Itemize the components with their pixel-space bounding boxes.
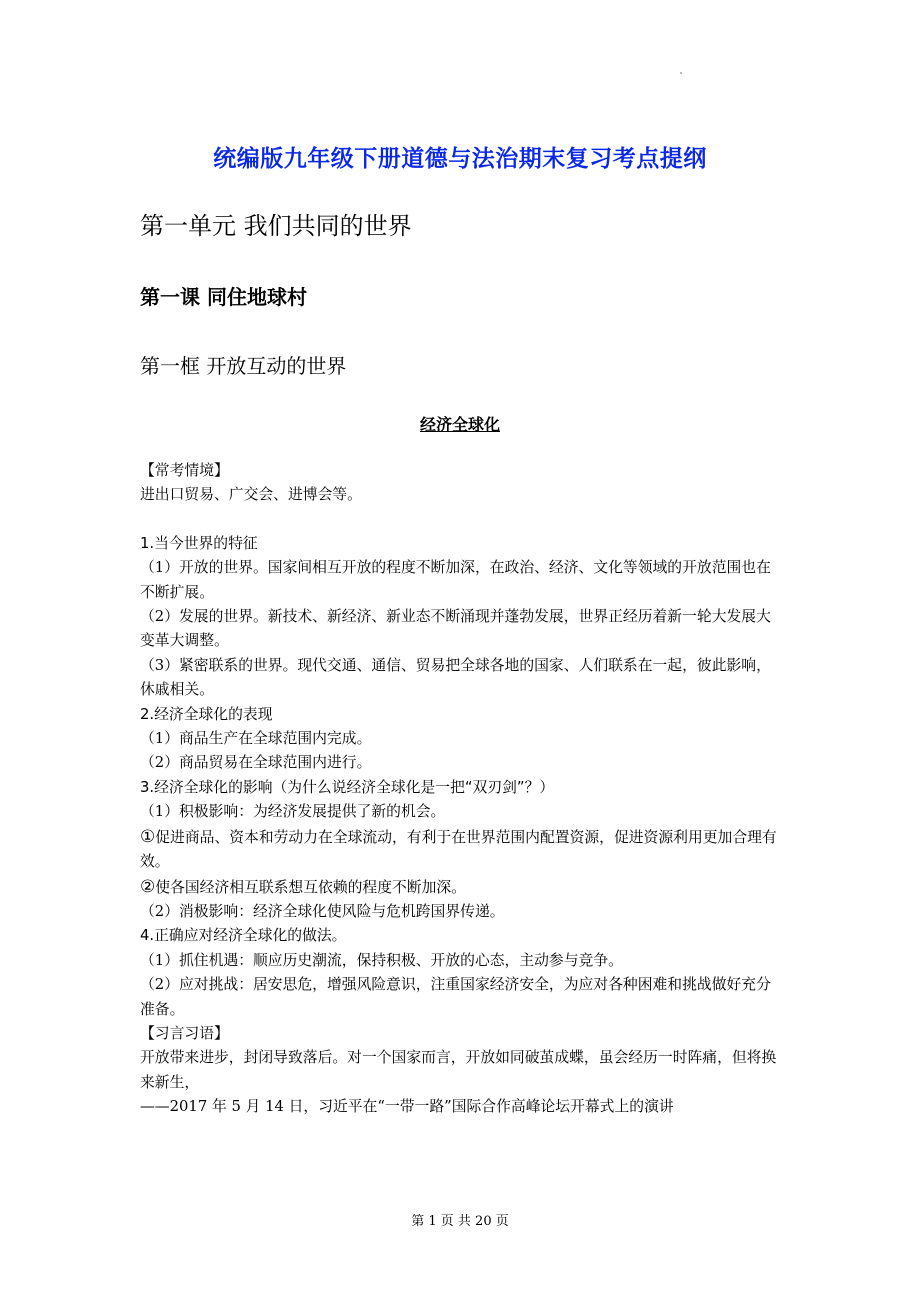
point-2-item-1: （1）商品生产在全球范围内完成。	[140, 730, 372, 748]
body-text	[140, 459, 785, 1120]
point-2-title: 2.经济全球化的表现	[140, 705, 273, 723]
frame-heading: 第一框 开放互动的世界	[140, 354, 347, 378]
quote-label: 【习言习语】	[140, 1024, 229, 1042]
point-3-item-1: （1）积极影响：为经济发展提供了新的机会。	[140, 803, 446, 821]
lesson-heading: 第一课 同住地球村	[140, 285, 307, 309]
point-3-item-2: （2）消极影响：经济全球化使风险与危机跨国界传递。	[140, 902, 505, 920]
point-1-item-1: （1）开放的世界。国家间相互开放的程度不断加深，在政治、经济、文化等领域的开放范围也在不断扩展。	[140, 559, 771, 601]
topic-heading: 经济全球化	[419, 415, 500, 434]
point-4-item-1: （1）抓住机遇：顺应历史潮流，保持积极、开放的心态，主动参与竞争。	[140, 951, 623, 969]
speck-mark	[680, 72, 682, 74]
circled-number-1: ①	[140, 826, 156, 847]
point-4-title: 4.正确应对经济全球化的做法。	[140, 927, 347, 945]
circled-number-2: ②	[140, 876, 156, 897]
point-1-item-3: （3）紧密联系的世界。现代交通、通信、贸易把全球各地的国家、人们联系在一起，彼此影响，休戚相关。	[140, 656, 771, 699]
unit-heading: 第一单元 我们共同的世界	[140, 212, 412, 240]
document-title: 统编版九年级下册道德与法治期末复习考点提纲	[213, 146, 707, 172]
point-3-subitem-a	[140, 825, 785, 875]
point-3-subitem-b	[140, 875, 785, 900]
scenario-text: 进出口贸易、广交会、进博会等。	[140, 486, 362, 504]
point-3-subitem-a-text: 促进商品、资本和劳动力在全球流动，有利于在世界范围内配置资源，促进资源利用更加合理有效。	[140, 828, 777, 871]
point-3-subitem-b-text: 使各国经济相互联系想互依赖的程度不断加深。	[155, 878, 466, 896]
point-1-item-2: （2）发展的世界。新技术、新经济、新业态不断涌现并蓬勃发展，世界正经历着新一轮大发展大变革大调整。	[140, 608, 771, 650]
point-1-title: 1.当今世界的特征	[140, 534, 258, 552]
page-footer: 第 1 页 共 20 页	[411, 1214, 509, 1229]
point-3-title: 3.经济全球化的影响（为什么说经济全球化是一把“双刃剑”？）	[140, 778, 555, 796]
point-4-item-2: （2）应对挑战：居安思危，增强风险意识，注重国家经济安全，为应对各种困难和挑战做好充分准备。	[140, 976, 771, 1018]
paragraph-gap	[140, 508, 785, 532]
point-2-item-2: （2）商品贸易在全球范围内进行。	[140, 754, 372, 772]
scenario-label: 【常考情境】	[140, 462, 229, 479]
quote-source: ——2017 年 5 月 14 日，习近平在“一带一路”国际合作高峰论坛开幕式上的演讲	[140, 1098, 674, 1116]
quote-text: 开放带来进步，封闭导致落后。对一个国家而言，开放如同破茧成蝶，虽会经历一时阵痛，但将换来新生，	[140, 1049, 777, 1091]
